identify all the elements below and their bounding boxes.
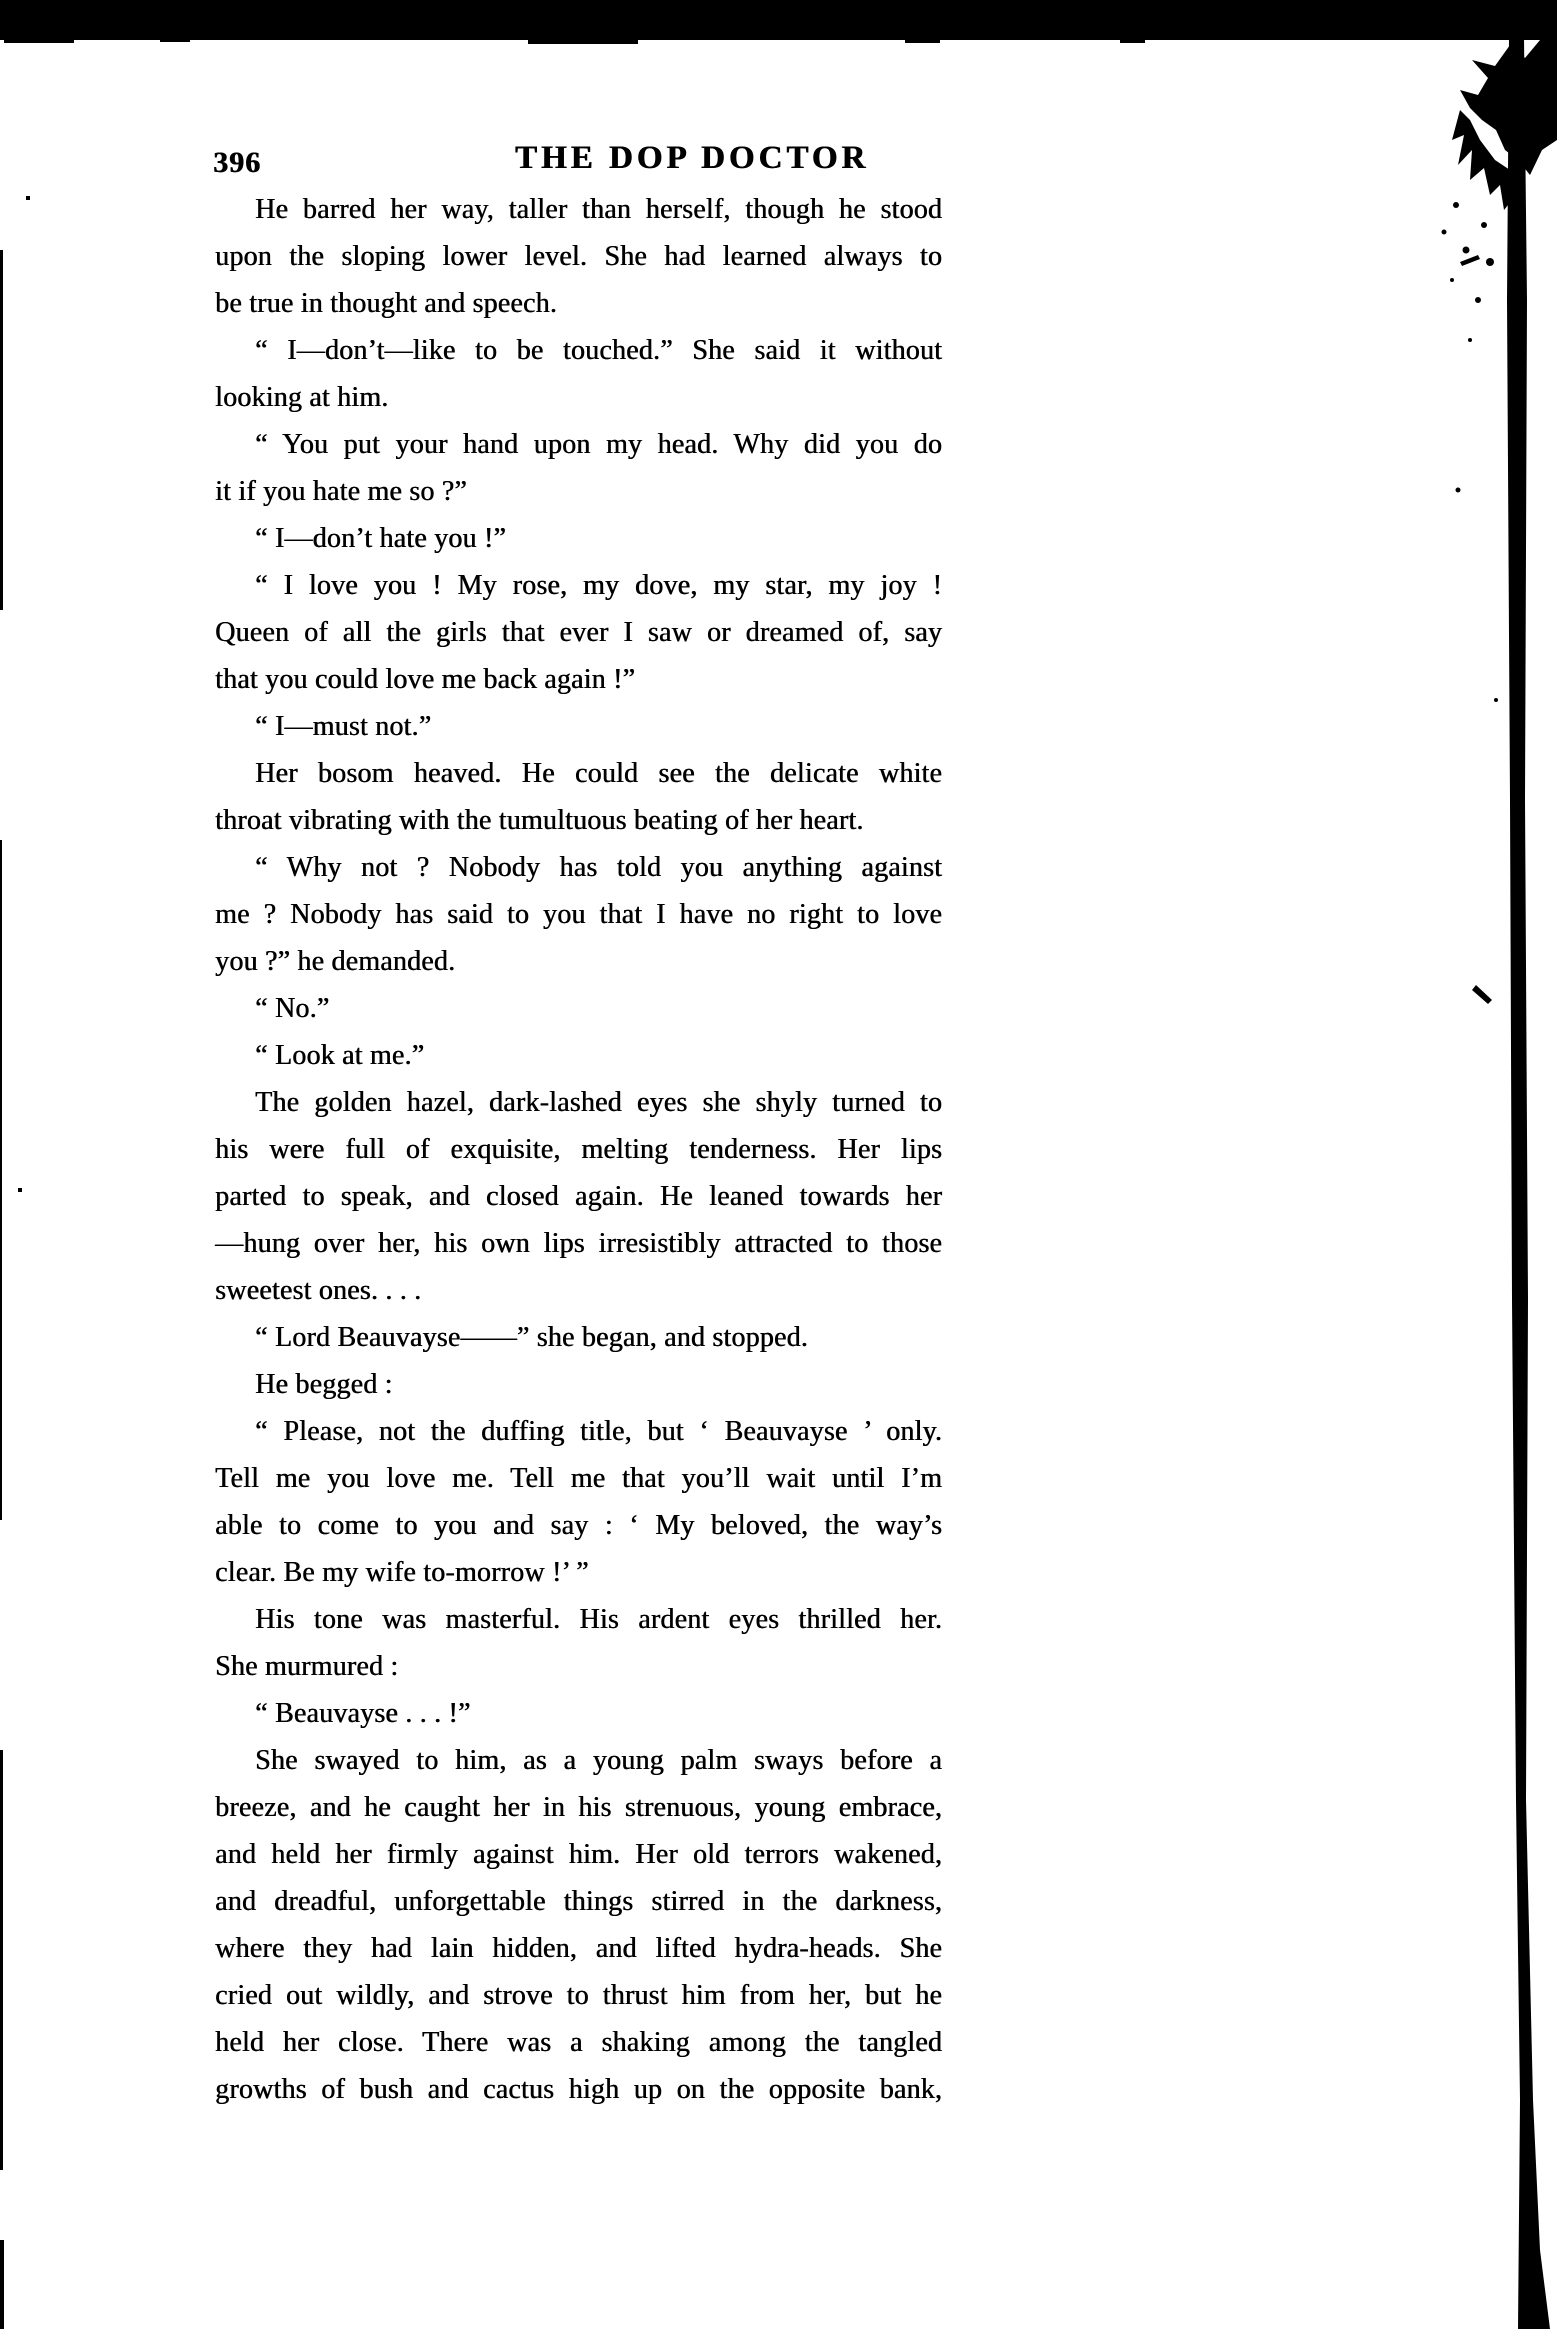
scan-artifact-right-stripe [1400,0,1557,2329]
text-line: His tone was masterful. His ardent eyes thrilled her. [255,1604,942,1635]
text-line: Queen of all the girls that ever I saw or dreamed of, say [215,617,942,648]
text-line: you ?” he demanded. [215,946,456,977]
text-line: She murmured : [215,1651,399,1682]
text-line: sweetest ones. . . . [215,1275,422,1306]
text-line: “ Lord Beauvayse——” she began, and stopped. [255,1322,808,1353]
scan-artifact-left-fringe [0,840,2,1520]
text-line: looking at him. [215,382,389,413]
scan-artifact-bar-tick [528,40,638,44]
text-line: “ Why not ? Nobody has told you anything against [255,852,942,883]
scan-artifact-bar-tick [4,40,74,43]
scan-artifact-left-fringe [0,2240,4,2329]
page-number: 396 [213,146,261,179]
scan-artifact-speck [18,1188,22,1192]
text-line: He barred her way, taller than herself, though he stood [255,194,942,225]
scan-artifact-top-bar [0,0,1557,40]
text-line: “ I—don’t—like to be touched.” She said it without [255,335,942,366]
text-line: it if you hate me so ?” [215,476,467,507]
text-line: where they had lain hidden, and lifted hydra-heads. She [215,1933,942,1964]
text-line: be true in thought and speech. [215,288,557,319]
text-line: “ You put your hand upon my head. Why did you do [255,429,942,460]
running-header: THE DOP DOCTOR [514,140,870,176]
text-line: upon the sloping lower level. She had learned always to [215,241,942,272]
text-line: that you could love me back again !” [215,664,636,695]
scan-artifact-bar-tick [905,40,940,43]
text-line: “ I—don’t hate you !” [255,523,506,554]
text-line: his were full of exquisite, melting tenderness. Her lips [215,1134,942,1165]
text-line: “ I love you ! My rose, my dove, my star, my joy ! [255,570,942,601]
text-line: and held her firmly against him. Her old terrors wakened, [215,1839,942,1870]
text-line: Her bosom heaved. He could see the delicate white [255,758,942,789]
text-line: and dreadful, unforgettable things stirred in the darkness, [215,1886,942,1917]
scan-artifact-left-fringe [0,1750,3,2170]
text-line: She swayed to him, as a young palm sways before a [255,1745,942,1776]
text-line: “ Beauvayse . . . !” [255,1698,471,1729]
scan-artifact-bar-tick [160,40,190,42]
text-line: throat vibrating with the tumultuous beating of her heart. [215,805,864,836]
text-line: “ I—must not.” [255,711,432,742]
text-line: —hung over her, his own lips irresistibly attracted to those [215,1228,942,1259]
text-line: “ Please, not the duffing title, but ‘ Beauvayse ’ only. [255,1416,942,1447]
text-line: me ? Nobody has said to you that I have no right to love [215,899,942,930]
text-line: “ No.” [255,993,330,1024]
text-line: Tell me you love me. Tell me that you’ll wait until I’m [215,1463,942,1494]
text-line: “ Look at me.” [255,1040,425,1071]
text-line: breeze, and he caught her in his strenuous, young embrace, [215,1792,942,1823]
text-line: growths of bush and cactus high up on the opposite bank, [215,2074,942,2105]
text-line: able to come to you and say : ‘ My beloved, the way’s [215,1510,942,1541]
text-line: held her close. There was a shaking among the tangled [215,2027,942,2058]
text-line: clear. Be my wife to-morrow !’ ” [215,1557,589,1588]
scan-artifact-bar-tick [1120,40,1145,43]
text-block [215,186,942,2113]
scan-artifact-speck [26,196,30,200]
text-line: The golden hazel, dark-lashed eyes she shyly turned to [255,1087,942,1118]
text-line: He begged : [255,1369,393,1400]
text-line: parted to speak, and closed again. He leaned towards her [215,1181,942,1212]
text-line: cried out wildly, and strove to thrust him from her, but he [215,1980,942,2011]
scan-artifact-left-fringe [0,250,3,610]
